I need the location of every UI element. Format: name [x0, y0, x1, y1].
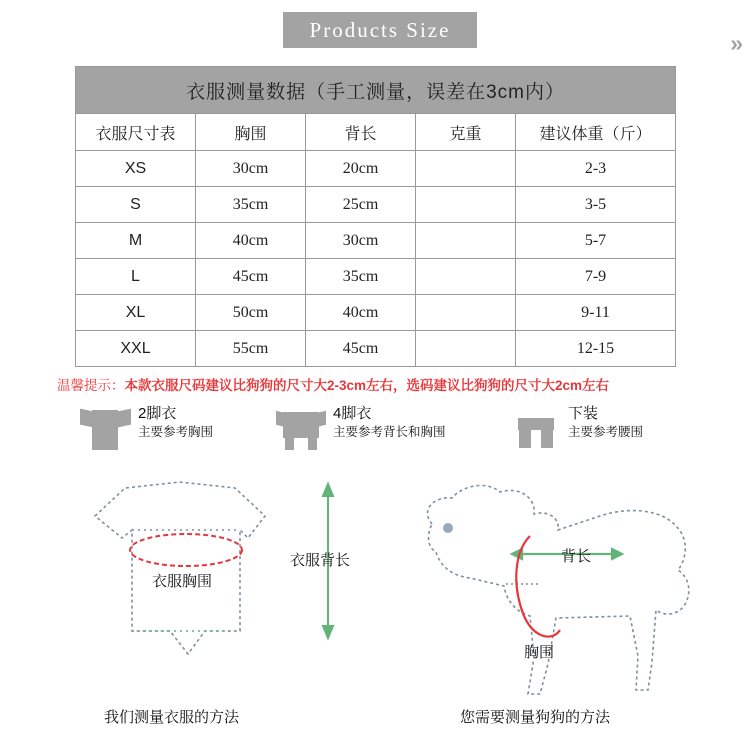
garment-type-four-leg [275, 404, 446, 454]
cell-gram [416, 331, 516, 367]
cell-advise: 9-11 [516, 295, 676, 331]
table-row [76, 331, 676, 367]
dog-chest-label: 胸围 [524, 644, 555, 661]
cell-gram [416, 151, 516, 187]
cell-chest: 30cm [196, 151, 306, 187]
cell-advise: 5-7 [516, 223, 676, 259]
column-header-size: 衣服尺寸表 [76, 114, 196, 151]
column-header-gram: 克重 [416, 114, 516, 151]
cell-size: S [76, 187, 196, 223]
cell-size: XS [76, 151, 196, 187]
cell-gram [416, 295, 516, 331]
column-header-back: 背长 [306, 114, 416, 151]
products-size-banner [283, 12, 477, 48]
table-row [76, 259, 676, 295]
cell-gram [416, 259, 516, 295]
cell-chest: 35cm [196, 187, 306, 223]
dog-back-label: 背长 [561, 548, 592, 565]
four-leg-shirt-icon [275, 404, 327, 454]
cell-chest: 50cm [196, 295, 306, 331]
type-label: 下装 [568, 405, 599, 422]
two-leg-shirt-icon [80, 404, 132, 454]
banner-title: Products Size [309, 17, 451, 42]
warning-text: 本款衣服尺码建议比狗狗的尺寸大2-3cm左右，选码建议比狗狗的尺寸大2cm左右 [124, 378, 610, 393]
cell-size: XL [76, 295, 196, 331]
cell-size: XXL [76, 331, 196, 367]
table-row [76, 295, 676, 331]
cell-gram [416, 187, 516, 223]
table-title: 衣服测量数据（手工测量，误差在3cm内） [76, 67, 676, 114]
type-note: 主要参考胸围 [138, 425, 214, 439]
cell-chest: 55cm [196, 331, 306, 367]
cell-back: 20cm [306, 151, 416, 187]
garment-chest-label: 衣服胸围 [152, 573, 213, 590]
garment-chest-measure-line [130, 534, 242, 566]
cell-advise: 3-5 [516, 187, 676, 223]
cell-advise: 2-3 [516, 151, 676, 187]
table-row [76, 223, 676, 259]
cell-chest: 45cm [196, 259, 306, 295]
warning-prefix: 温馨提示： [57, 378, 125, 393]
cell-back: 25cm [306, 187, 416, 223]
column-header-weight: 建议体重（斤） [516, 114, 676, 151]
dog-diagram-caption: 您需要测量狗狗的方法 [460, 709, 611, 726]
cell-chest: 40cm [196, 223, 306, 259]
cell-advise: 7-9 [516, 259, 676, 295]
type-note: 主要参考背长和胸围 [333, 425, 446, 439]
table-row [76, 187, 676, 223]
cell-back: 45cm [306, 331, 416, 367]
cell-back: 40cm [306, 295, 416, 331]
type-label: 4脚衣 [333, 405, 372, 422]
size-table-wrapper [75, 66, 675, 367]
type-note: 主要参考腰围 [568, 425, 644, 439]
table-title-row [76, 67, 676, 114]
size-table [75, 66, 676, 367]
garment-diagram [95, 482, 265, 654]
cell-back: 35cm [306, 259, 416, 295]
warning-note [57, 374, 697, 394]
garment-types [70, 404, 690, 466]
type-label: 2脚衣 [138, 405, 177, 422]
garment-type-pants [510, 404, 643, 454]
cell-advise: 12-15 [516, 331, 676, 367]
dog-diagram [428, 485, 689, 694]
cell-size: M [76, 223, 196, 259]
chevron-right-icon: » [730, 30, 740, 56]
pants-icon [510, 404, 562, 454]
garment-back-label: 衣服背长 [290, 552, 351, 569]
garment-type-two-leg [80, 404, 213, 454]
table-header-row [76, 114, 676, 151]
garment-diagram-caption: 我们测量衣服的方法 [104, 709, 240, 726]
cell-gram [416, 223, 516, 259]
column-header-chest: 胸围 [196, 114, 306, 151]
cell-size: L [76, 259, 196, 295]
table-row [76, 151, 676, 187]
cell-back: 30cm [306, 223, 416, 259]
